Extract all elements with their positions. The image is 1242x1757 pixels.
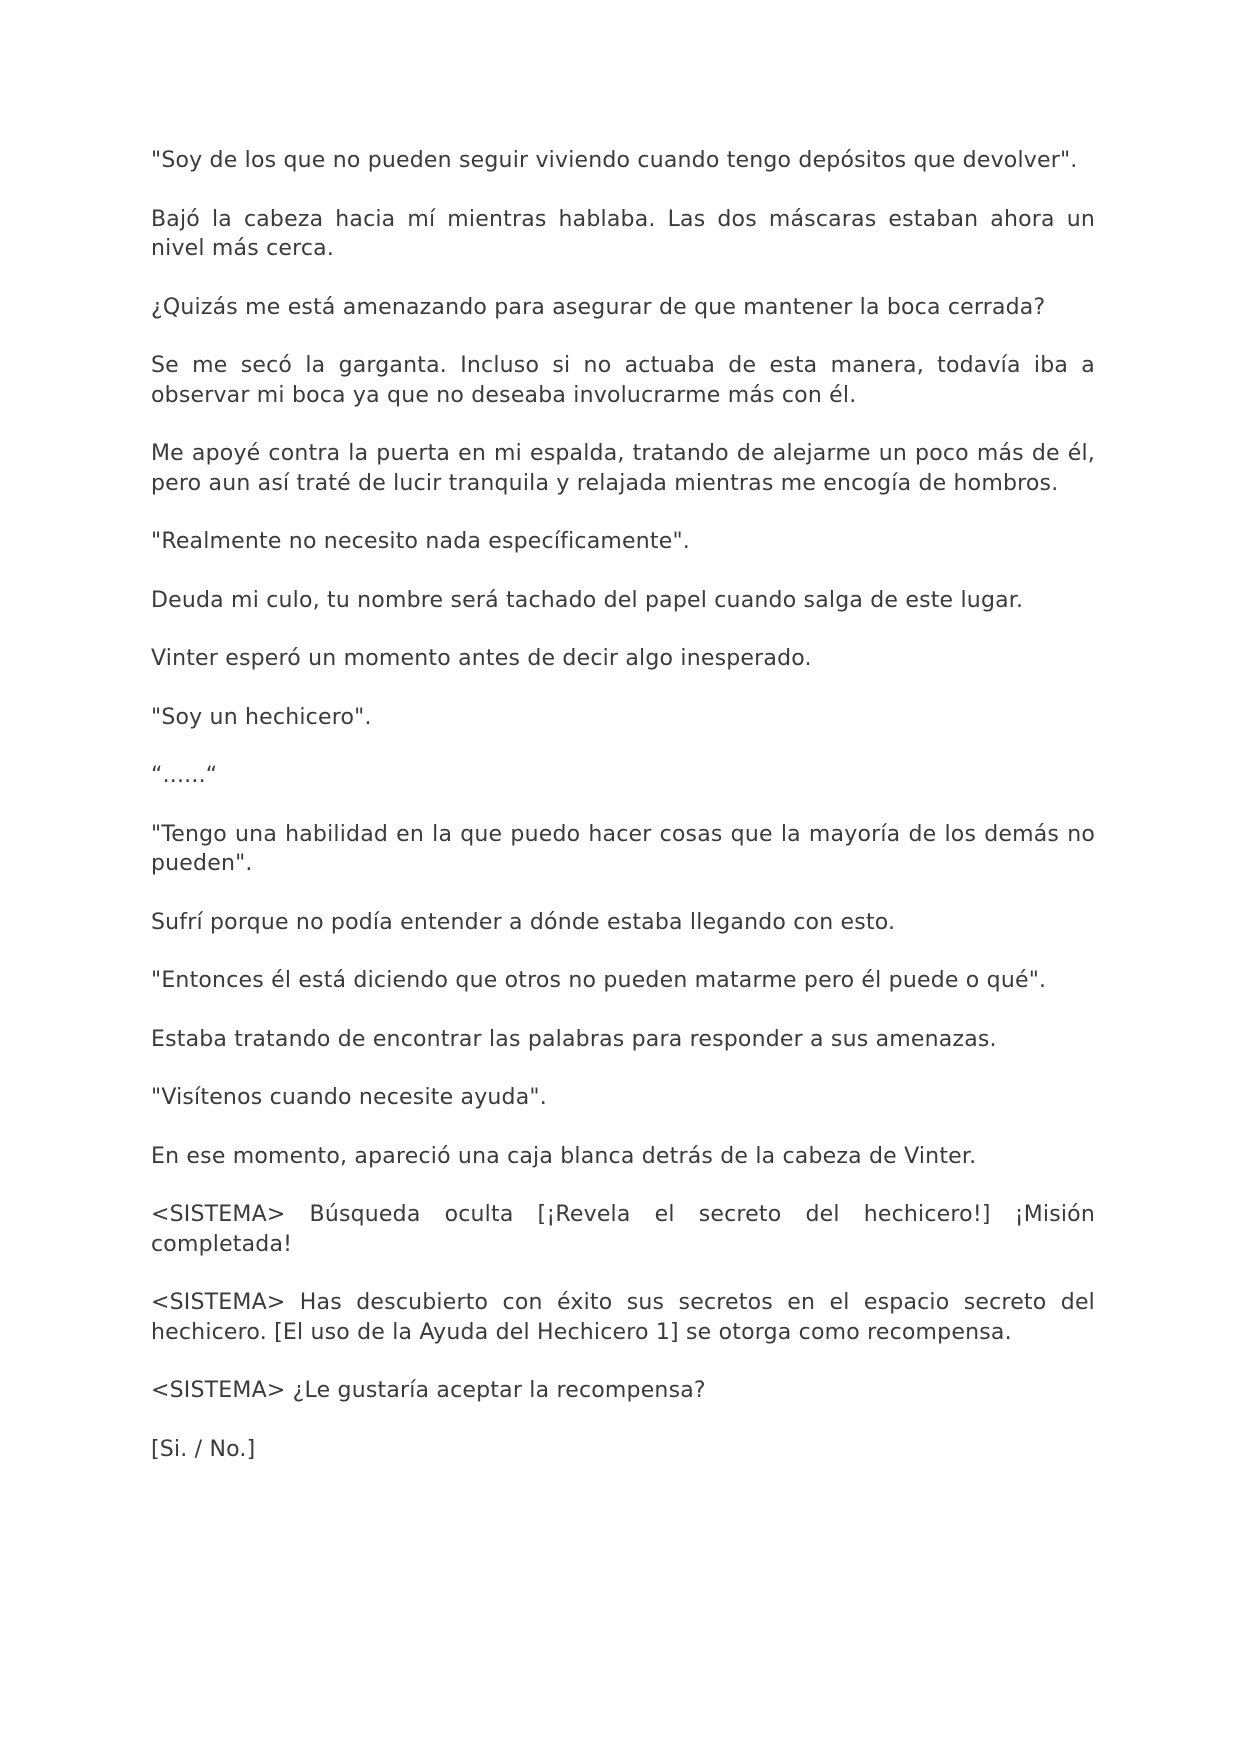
system-message: <SISTEMA> ¿Le gustaría aceptar la recompensa? xyxy=(151,1378,706,1403)
system-message: <SISTEMA> Búsqueda oculta [¡Revela el secreto del hechicero!] ¡Misión completada! xyxy=(151,1202,1095,1257)
paragraph: Se me secó la garganta. Incluso si no actuaba de esta manera, todavía iba a observar mi boca ya que no deseaba involucrarme más con él. xyxy=(151,353,1095,408)
paragraph: “......“ xyxy=(151,763,218,788)
paragraph: Sufrí porque no podía entender a dónde estaba llegando con esto. xyxy=(151,909,896,935)
document-page xyxy=(151,146,1095,1493)
paragraph: "Visítenos cuando necesite ayuda". xyxy=(151,1085,547,1110)
paragraph: Me apoyé contra la puerta en mi espalda, tratando de alejarme un poco más de él, pero aun así traté de lucir tranquila y relajada mientras me encogía de hombros. xyxy=(151,441,1095,496)
system-message: <SISTEMA> Has descubierto con éxito sus secretos en el espacio secreto del hechicero. [El uso de la Ayuda del Hechicero 1] se otorga como recompensa. xyxy=(151,1290,1095,1345)
paragraph: Vinter esperó un momento antes de decir algo inesperado. xyxy=(151,646,812,671)
paragraph: En ese momento, apareció una caja blanca detrás de la cabeza de Vinter. xyxy=(151,1143,977,1169)
paragraph: "Realmente no necesito nada específicamente". xyxy=(151,529,690,554)
paragraph: ¿Quizás me está amenazando para asegurar de que mantener la boca cerrada? xyxy=(151,294,1046,320)
paragraph: "Tengo una habilidad en la que puedo hacer cosas que la mayoría de los demás no pueden". xyxy=(151,821,1095,876)
paragraph: "Soy un hechicero". xyxy=(151,704,372,730)
paragraph: Deuda mi culo, tu nombre será tachado del papel cuando salga de este lugar. xyxy=(151,587,1024,613)
paragraph: "Entonces él está diciendo que otros no pueden matarme pero él puede o qué". xyxy=(151,968,1047,993)
choice-options: [Si. / No.] xyxy=(151,1436,256,1462)
paragraph: Estaba tratando de encontrar las palabras para responder a sus amenazas. xyxy=(151,1026,997,1052)
paragraph: "Soy de los que no pueden seguir viviendo cuando tengo depósitos que devolver". xyxy=(151,148,1078,173)
paragraph: Bajó la cabeza hacia mí mientras hablaba. Las dos máscaras estaban ahora un nivel más cerca. xyxy=(151,206,1095,261)
